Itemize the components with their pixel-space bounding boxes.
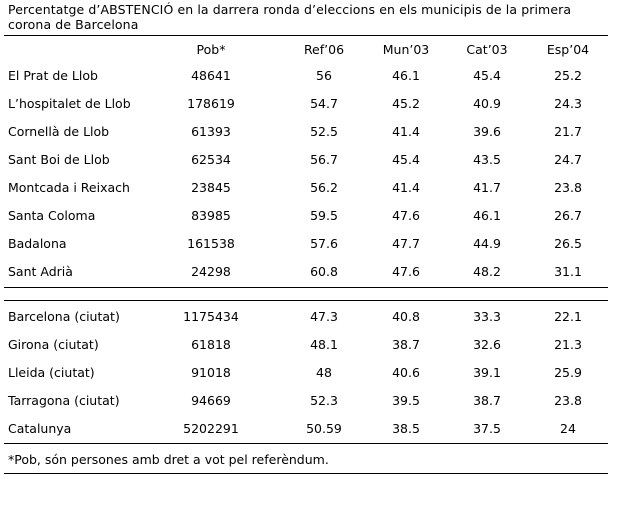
ref06-cell: 57.6: [310, 236, 338, 251]
table-row: [0, 387, 620, 415]
table-row: [0, 258, 620, 286]
mun03-cell: 41.4: [392, 124, 420, 139]
mun03-cell: 46.1: [392, 68, 420, 83]
header-row: [0, 36, 620, 64]
ref06-cell: 56: [316, 68, 332, 83]
municipality-cell: Sant Adrià: [8, 264, 73, 279]
table-row: [0, 303, 620, 331]
esp04-cell: 21.3: [554, 337, 582, 352]
rule-group-top: [4, 287, 608, 288]
ref06-cell: 59.5: [310, 208, 338, 223]
cat03-cell: 43.5: [473, 152, 501, 167]
cat03-cell: 32.6: [473, 337, 501, 352]
table-row: [0, 62, 620, 90]
pob-cell: 178619: [187, 96, 235, 111]
mun03-cell: 38.5: [392, 421, 420, 436]
cat03-cell: 48.2: [473, 264, 501, 279]
header-mun03: Mun’03: [382, 42, 430, 57]
municipality-cell: Tarragona (ciutat): [8, 393, 120, 408]
pob-cell: 48641: [191, 68, 231, 83]
header-pob: Pob*: [196, 42, 226, 57]
cat03-cell: 46.1: [473, 208, 501, 223]
ref06-cell: 60.8: [310, 264, 338, 279]
esp04-cell: 23.8: [554, 180, 582, 195]
pob-cell: 161538: [187, 236, 235, 251]
mun03-cell: 47.7: [392, 236, 420, 251]
table-row: [0, 90, 620, 118]
mun03-cell: 39.5: [392, 393, 420, 408]
cat03-cell: 37.5: [473, 421, 501, 436]
esp04-cell: 25.9: [554, 365, 582, 380]
esp04-cell: 26.7: [554, 208, 582, 223]
cat03-cell: 39.1: [473, 365, 501, 380]
mun03-cell: 38.7: [392, 337, 420, 352]
esp04-cell: 24.3: [554, 96, 582, 111]
municipality-cell: Barcelona (ciutat): [8, 309, 120, 324]
table-title: Percentatge d’ABSTENCIÓ en la darrera ronda d’eleccions en els municipis de la primera corona de Barcelona: [8, 2, 572, 32]
municipality-cell: Girona (ciutat): [8, 337, 99, 352]
table-row: [0, 146, 620, 174]
cat03-cell: 40.9: [473, 96, 501, 111]
municipality-cell: Sant Boi de Llob: [8, 152, 110, 167]
rule-bottom: [4, 473, 608, 474]
esp04-cell: 22.1: [554, 309, 582, 324]
pob-cell: 83985: [191, 208, 231, 223]
ref06-cell: 47.3: [310, 309, 338, 324]
pob-cell: 61818: [191, 337, 231, 352]
municipality-cell: El Prat de Llob: [8, 68, 98, 83]
header-cat03: Cat’03: [466, 42, 508, 57]
mun03-cell: 40.6: [392, 365, 420, 380]
pob-cell: 23845: [191, 180, 231, 195]
ref06-cell: 56.2: [310, 180, 338, 195]
mun03-cell: 47.6: [392, 208, 420, 223]
esp04-cell: 24: [560, 421, 576, 436]
cat03-cell: 45.4: [473, 68, 501, 83]
mun03-cell: 40.8: [392, 309, 420, 324]
pob-cell: 5202291: [183, 421, 239, 436]
pob-cell: 61393: [191, 124, 231, 139]
mun03-cell: 47.6: [392, 264, 420, 279]
municipality-cell: Lleida (ciutat): [8, 365, 95, 380]
cat03-cell: 39.6: [473, 124, 501, 139]
cat03-cell: 41.7: [473, 180, 501, 195]
table-row: [0, 174, 620, 202]
mun03-cell: 41.4: [392, 180, 420, 195]
rule-group-bottom: [4, 300, 608, 301]
pob-cell: 24298: [191, 264, 231, 279]
table-row: [0, 202, 620, 230]
municipality-cell: Cornellà de Llob: [8, 124, 110, 139]
mun03-cell: 45.4: [392, 152, 420, 167]
table-row: [0, 415, 620, 443]
ref06-cell: 54.7: [310, 96, 338, 111]
header-ref06: Ref’06: [303, 42, 345, 57]
ref06-cell: 50.59: [306, 421, 342, 436]
pob-cell: 62534: [191, 152, 231, 167]
esp04-cell: 25.2: [554, 68, 582, 83]
cat03-cell: 38.7: [473, 393, 501, 408]
pob-cell: 94669: [191, 393, 231, 408]
table-row: [0, 118, 620, 146]
table-row: [0, 230, 620, 258]
esp04-cell: 24.7: [554, 152, 582, 167]
esp04-cell: 21.7: [554, 124, 582, 139]
municipality-cell: L’hospitalet de Llob: [8, 96, 131, 111]
table-row: [0, 359, 620, 387]
ref06-cell: 52.3: [310, 393, 338, 408]
ref06-cell: 48: [316, 365, 332, 380]
cat03-cell: 44.9: [473, 236, 501, 251]
municipality-cell: Badalona: [8, 236, 67, 251]
footnote: *Pob, són persones amb dret a vot pel referèndum.: [8, 452, 329, 467]
esp04-cell: 23.8: [554, 393, 582, 408]
esp04-cell: 31.1: [554, 264, 582, 279]
header-esp04: Esp’04: [546, 42, 590, 57]
municipality-cell: Catalunya: [8, 421, 72, 436]
pob-cell: 91018: [191, 365, 231, 380]
ref06-cell: 56.7: [310, 152, 338, 167]
mun03-cell: 45.2: [392, 96, 420, 111]
municipality-cell: Santa Coloma: [8, 208, 96, 223]
pob-cell: 1175434: [183, 309, 239, 324]
ref06-cell: 48.1: [310, 337, 338, 352]
municipality-cell: Montcada i Reixach: [8, 180, 130, 195]
cat03-cell: 33.3: [473, 309, 501, 324]
table-row: [0, 331, 620, 359]
esp04-cell: 26.5: [554, 236, 582, 251]
rule-before-note: [4, 443, 608, 444]
ref06-cell: 52.5: [310, 124, 338, 139]
